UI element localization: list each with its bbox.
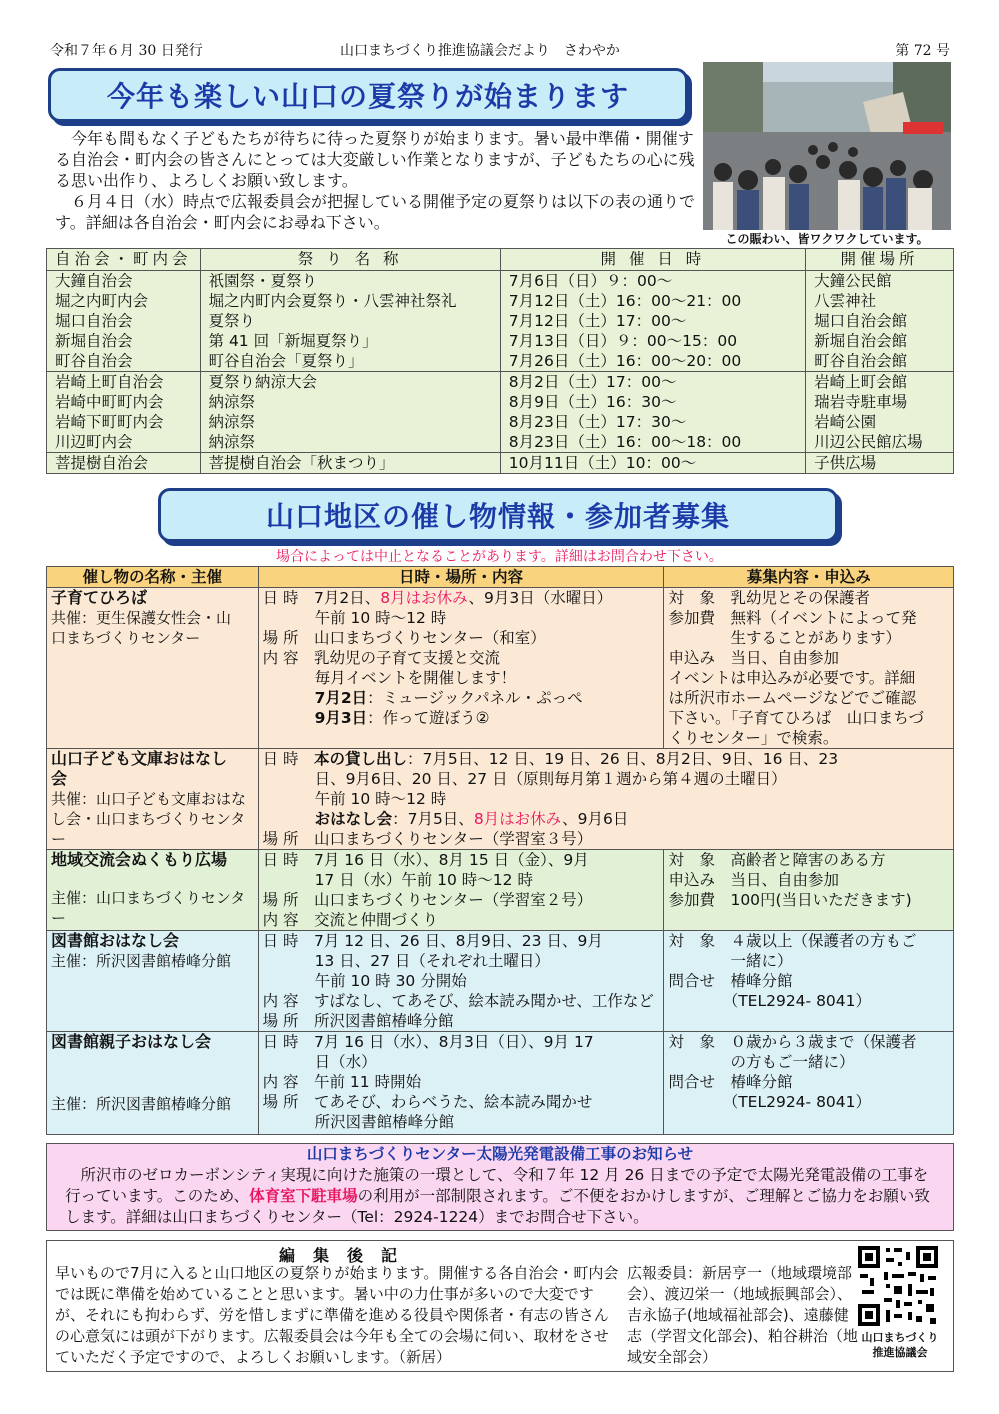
col-event-recruit: 募集内容・申込み [664, 567, 954, 588]
festival-place: 大鐘公民館 [814, 272, 892, 290]
festival-name: 納涼祭 [208, 393, 256, 411]
event-sponsor: 主催：所沢図書館椿峰分館 [51, 1095, 232, 1113]
detail-line: 場 所 てあそび、わらべうた、絵本読み聞かせ [262, 1093, 593, 1111]
event-name: 地域交流会ぬくもり広場 [51, 850, 228, 869]
detail-line: 午前 10 時～12 時 [314, 609, 447, 627]
cancellation-notice: 場合によっては中止となることがあります。詳細はお問合わせ下さい。 [276, 549, 723, 565]
qr-label [850, 1330, 950, 1360]
recruit-line: 対 象 高齢者と障害のある方 [668, 851, 886, 869]
intro-text [55, 128, 695, 233]
col-org: 自治会・町内会 [47, 249, 201, 271]
detail-text: 日 時 [262, 750, 314, 768]
org-name: 新堀自治会 [55, 332, 133, 350]
photo-caption: この賑わい、皆ワクワクしています。 [725, 232, 929, 246]
festival-date-cell [500, 271, 805, 372]
detail-line: 午前 10 時 30 分開始 [314, 972, 467, 990]
org-name: 岩崎下町町内会 [55, 413, 164, 431]
recruit-line: くりセンター」で検索。 [668, 729, 839, 747]
newsletter-title: 山口まちづくり推進協議会だより さわやか [340, 43, 620, 59]
detail-line: 13 日、27 日（それぞれ土曜日） [314, 952, 550, 970]
festival-date: 7月6日（日）９：00～ [508, 272, 673, 290]
festival-name: 納涼祭 [208, 433, 256, 451]
detail-date-bold: 9月3日 [314, 709, 368, 727]
event-name: 図書館親子おはなし会 [51, 1032, 212, 1051]
event-row-library [47, 931, 954, 1032]
col-place: 開催場所 [806, 249, 954, 271]
detail-bold: おはなし会 [314, 810, 393, 828]
qr-label-line: 推進協議会 [872, 1346, 928, 1359]
recruit-line: 対 象 ０歳から３歳まで（保護者 [668, 1033, 917, 1051]
event-details-cell [258, 749, 953, 850]
detail-line: 午前 10 時～12 時 [314, 790, 447, 808]
detail-text: ：7月5日、12 日、19 日、26 日、8月2日、9日、16 日、23 [407, 750, 839, 768]
detail-line: 17 日（水）午前 10 時～12 時 [314, 871, 533, 889]
festival-place: 町谷自治会館 [814, 352, 908, 370]
event-sponsor: 共催：山口子ども文庫おはなし会・山口まちづくりセンター [51, 790, 247, 848]
festival-place: 新堀自治会館 [814, 332, 908, 350]
festival-name: 第 41 回「新堀夏祭り」 [208, 332, 378, 350]
recruit-line: 問合せ 椿峰分館 [668, 972, 793, 990]
issue-date: 令和７年６月 30 日発行 [50, 43, 203, 59]
page-header [50, 40, 950, 62]
festival-date: 10月11日（土）10：00～ [508, 454, 697, 472]
recruit-line: 対 象 乳幼児とその保護者 [668, 589, 870, 607]
festival-table-header [47, 249, 954, 271]
detail-line: 内 容 すばなし、てあそび、絵本読み聞かせ、工作など [262, 992, 654, 1010]
detail-line: 日、9月6日、20 日、27 日（原則毎月第１週から第４週の土曜日） [314, 770, 787, 788]
org-name: 堀之内町内会 [55, 292, 149, 310]
event-details-cell [258, 931, 664, 1032]
detail-date-bold: 7月2日 [314, 689, 368, 707]
detail-text: ：ミュージックパネル・ぷっぺ [367, 689, 583, 707]
detail-line: 場 所 山口まちづくりセンター（和室） [262, 629, 546, 647]
festival-place-cell [806, 271, 954, 372]
solar-text: の利用が一部制限されます。ご不便をおかけしますが、ご理解とご協力をお願い致します。詳細は山口まちづくりセンター（Tel：2924-1224）までお問合せ下さい。 [65, 1187, 930, 1226]
festival-name-cell [200, 372, 500, 453]
col-event-details: 日時・場所・内容 [258, 567, 664, 588]
col-festival-name: 祭 り 名 称 [200, 249, 500, 271]
intro-paragraph-1: 今年も間もなく子どもたちが待ちに待った夏祭りが始まります。暑い最中準備・開催する自治会・町内会の皆さんにとっては大変厳しい作業となりますが、子どもたちの心に残る思い出作り、よろしくお願い致します。 [55, 129, 695, 190]
events-banner: 山口地区の催し物情報・参加者募集 [158, 488, 838, 542]
detail-line: 場 所 山口まちづくりセンター（学習室３号） [262, 830, 593, 848]
detail-text: 、9月6日 [562, 810, 629, 828]
postscript-title: 編集後記 [278, 1246, 415, 1265]
recruit-line: 対 象 ４歳以上（保護者の方もご [668, 932, 917, 950]
org-cell [47, 271, 201, 372]
recruit-line: 参加費 100円(当日いただきます) [668, 891, 912, 909]
org-name: 町谷自治会 [55, 352, 133, 370]
recruit-line: （TEL2924- 8041） [668, 992, 872, 1010]
event-row-nukumori [47, 850, 954, 931]
event-name-cell [47, 850, 259, 931]
event-name: 山口子ども文庫おはなし [51, 749, 228, 768]
detail-highlight: 8月はお休み [473, 810, 563, 828]
festival-date: 7月13日（日）９：00～15：00 [508, 332, 738, 350]
recruit-line: イベントは申込みが必要です。詳細 [668, 669, 916, 687]
detail-highlight: 8月はお休み [380, 589, 469, 607]
recruit-line: 生することがあります） [668, 629, 901, 647]
festival-group-july [47, 271, 954, 372]
recruit-line: の方もご一緒に） [668, 1053, 855, 1071]
intro-paragraph-2: ６月４日（水）時点で広報委員会が把握している開催予定の夏祭りは以下の表の通りです。詳細は各自治会・町内会にお尋ね下さい。 [55, 192, 696, 232]
detail-line: 日 時 7月 12 日、26 日、8月9日、23 日、9月 [262, 932, 603, 950]
qr-label-line: 山口まちづくり [861, 1331, 939, 1344]
festival-place: 岩崎公園 [814, 413, 877, 431]
event-name-cell [47, 1032, 259, 1135]
festival-date: 7月12日（土）17：00～ [508, 312, 687, 330]
festival-name-cell [200, 453, 500, 474]
detail-bold: 本の貸し出し [314, 750, 408, 768]
event-recruit-cell [664, 1032, 954, 1135]
event-details-cell [258, 1032, 664, 1135]
recruit-line: 問合せ 椿峰分館 [668, 1073, 793, 1091]
detail-line: 日 時 7月 16 日（水）、8月3日（日）、9月 17 [262, 1033, 594, 1051]
detail-line: 場 所 山口まちづくりセンター（学習室２号） [262, 891, 593, 909]
event-sponsor: 口まちづくりセンター [51, 629, 201, 647]
festival-place: 堀口自治会館 [814, 312, 908, 330]
qr-code-graphic [858, 1246, 938, 1326]
festival-name: 祇園祭・夏祭り [208, 272, 318, 290]
org-name: 岩崎上町自治会 [55, 373, 164, 391]
festival-date: 8月2日（土）17：00～ [508, 373, 677, 391]
solar-notice-body [65, 1165, 935, 1228]
recruit-line: 参加費 無料（イベントによって発 [668, 609, 917, 627]
festival-place-cell [806, 453, 954, 474]
recruit-line: は所沢市ホームページなどでご確認 [668, 689, 917, 707]
org-name: 大鐘自治会 [55, 272, 133, 290]
recruit-line: （TEL2924- 8041） [668, 1093, 872, 1111]
detail-text: 日 時 7月2日、 [262, 589, 381, 607]
festival-date: 7月12日（土）16：00～21：00 [508, 292, 742, 310]
org-name: 菩提樹自治会 [55, 454, 149, 472]
festival-place: 岩崎上町会館 [814, 373, 908, 391]
qr-code-icon[interactable] [858, 1246, 938, 1326]
festival-name: 町谷自治会「夏祭り」 [208, 352, 364, 370]
event-sponsor: 主催：山口まちづくりセンター [51, 889, 246, 927]
summer-festival-banner: 今年も楽しい山口の夏祭りが始まります [48, 68, 688, 122]
festival-date: 7月26日（土）16：00～20：00 [508, 352, 742, 370]
issue-number: 第 72 号 [895, 43, 950, 59]
detail-line: 内 容 交流と仲間づくり [262, 911, 438, 929]
event-name-cont: 会 [51, 769, 68, 788]
festival-name: 夏祭り [208, 312, 256, 330]
detail-line: 場 所 所沢図書館椿峰分館 [262, 1012, 454, 1030]
festival-place: 瑞岩寺駐車場 [814, 393, 908, 411]
detail-line: 日（水） [314, 1053, 377, 1071]
festival-date: 8月23日（土）16：00～18：00 [508, 433, 742, 451]
event-row-library-family [47, 1032, 954, 1135]
detail-line: 所沢図書館椿峰分館 [314, 1113, 455, 1131]
festival-name-cell [200, 271, 500, 372]
events-table-header [47, 567, 954, 588]
festival-name: 菩提樹自治会「秋まつり」 [208, 454, 395, 472]
festival-group-october [47, 453, 954, 474]
detail-text: 、9月3日（水曜日） [468, 589, 613, 607]
solar-text: 所沢市のゼロカーボンシティ実現に向けた施策の一環として、令和７年 12 月 26 日までの予定で太陽光発電設備の工事を行っています。このため、 [65, 1166, 929, 1205]
col-event-name: 催し物の名称・主催 [47, 567, 259, 588]
event-row-kosodate [47, 588, 954, 749]
org-name: 堀口自治会 [55, 312, 133, 330]
detail-text: ：作って遊ぼう② [367, 709, 490, 727]
solar-notice-box [46, 1143, 954, 1231]
event-recruit-cell [664, 588, 954, 749]
festival-date: 8月9日（土）16：30～ [508, 393, 677, 411]
event-name-cell [47, 931, 259, 1032]
event-sponsor: 共催：更生保護女性会・山 [51, 609, 232, 627]
detail-line: 内 容 乳幼児の子育て支援と交流 [262, 649, 500, 667]
org-cell [47, 372, 201, 453]
recruit-line: 下さい。「子育てひろば 山口まちづ [668, 709, 925, 727]
event-recruit-cell [664, 931, 954, 1032]
detail-line: 内 容 午前 11 時開始 [262, 1073, 422, 1091]
recruit-line: 申込み 当日、自由参加 [668, 871, 839, 889]
festival-name: 堀之内町内会夏祭り・八雲神社祭礼 [208, 292, 457, 310]
recruit-line: 一緒に） [668, 952, 793, 970]
event-recruit-cell [664, 850, 954, 931]
recruit-line: 申込み 当日、自由参加 [668, 649, 839, 667]
festival-place: 川辺公民館広場 [814, 433, 923, 451]
festival-place: 八雲神社 [814, 292, 877, 310]
org-name: 岩崎中町町内会 [55, 393, 164, 411]
committee-members: 広報委員：新居亨一（地域環境部会）、渡辺栄一（地域振興部会）、吉永協子(地域福祉部会)、遠藤健志（学習文化部会)、粕谷耕治（地域安全部会） [627, 1264, 858, 1366]
editor-postscript-box [46, 1240, 954, 1372]
festival-group-august [47, 372, 954, 453]
festival-table [46, 248, 954, 474]
festival-place-cell [806, 372, 954, 453]
detail-line: 毎月イベントを開催します！ [314, 669, 517, 687]
festival-name: 夏祭り納涼大会 [208, 373, 318, 391]
solar-notice-title: 山口まちづくりセンター太陽光発電設備工事のお知らせ [306, 1145, 694, 1163]
event-name: 図書館おはなし会 [51, 931, 180, 950]
solar-highlight: 体育室下駐車場 [249, 1187, 358, 1205]
festival-name: 納涼祭 [208, 413, 256, 431]
event-details-cell [258, 850, 664, 931]
festival-date-cell [500, 453, 805, 474]
detail-line: 日 時 7月 16 日（水）、8月 15 日（金）、9月 [262, 851, 589, 869]
col-date: 開 催 日 時 [500, 249, 805, 271]
festival-photo [703, 62, 951, 230]
event-name-cell [47, 749, 259, 850]
festival-crowd-image [703, 62, 951, 230]
org-name: 川辺町内会 [55, 433, 133, 451]
detail-text: ：7月5日、 [392, 810, 474, 828]
events-table [46, 566, 954, 1135]
event-details-cell [258, 588, 664, 749]
postscript-body: 早いもので7月に入ると山口地区の夏祭りが始まります。開催する各自治会・町内会では既に準備を始めていることと思います。暑い中の力仕事が多いので大変ですが、それにも拘わらず、労を惜しまずに準備を進める役員や関係者・有志の皆さんの心意気には頭が下がります。広報委員会は今年も全ての会場に伺い、取材をさせていただく予定ですので、よろしくお願いします。（新居） [55, 1264, 619, 1366]
event-row-bunko [47, 749, 954, 850]
org-cell [47, 453, 201, 474]
festival-place: 子供広場 [814, 454, 877, 472]
event-name: 子育てひろば [51, 588, 148, 607]
festival-date: 8月23日（土）17：30～ [508, 413, 687, 431]
event-name-cell [47, 588, 259, 749]
event-sponsor: 主催：所沢図書館椿峰分館 [51, 952, 232, 970]
festival-date-cell [500, 372, 805, 453]
